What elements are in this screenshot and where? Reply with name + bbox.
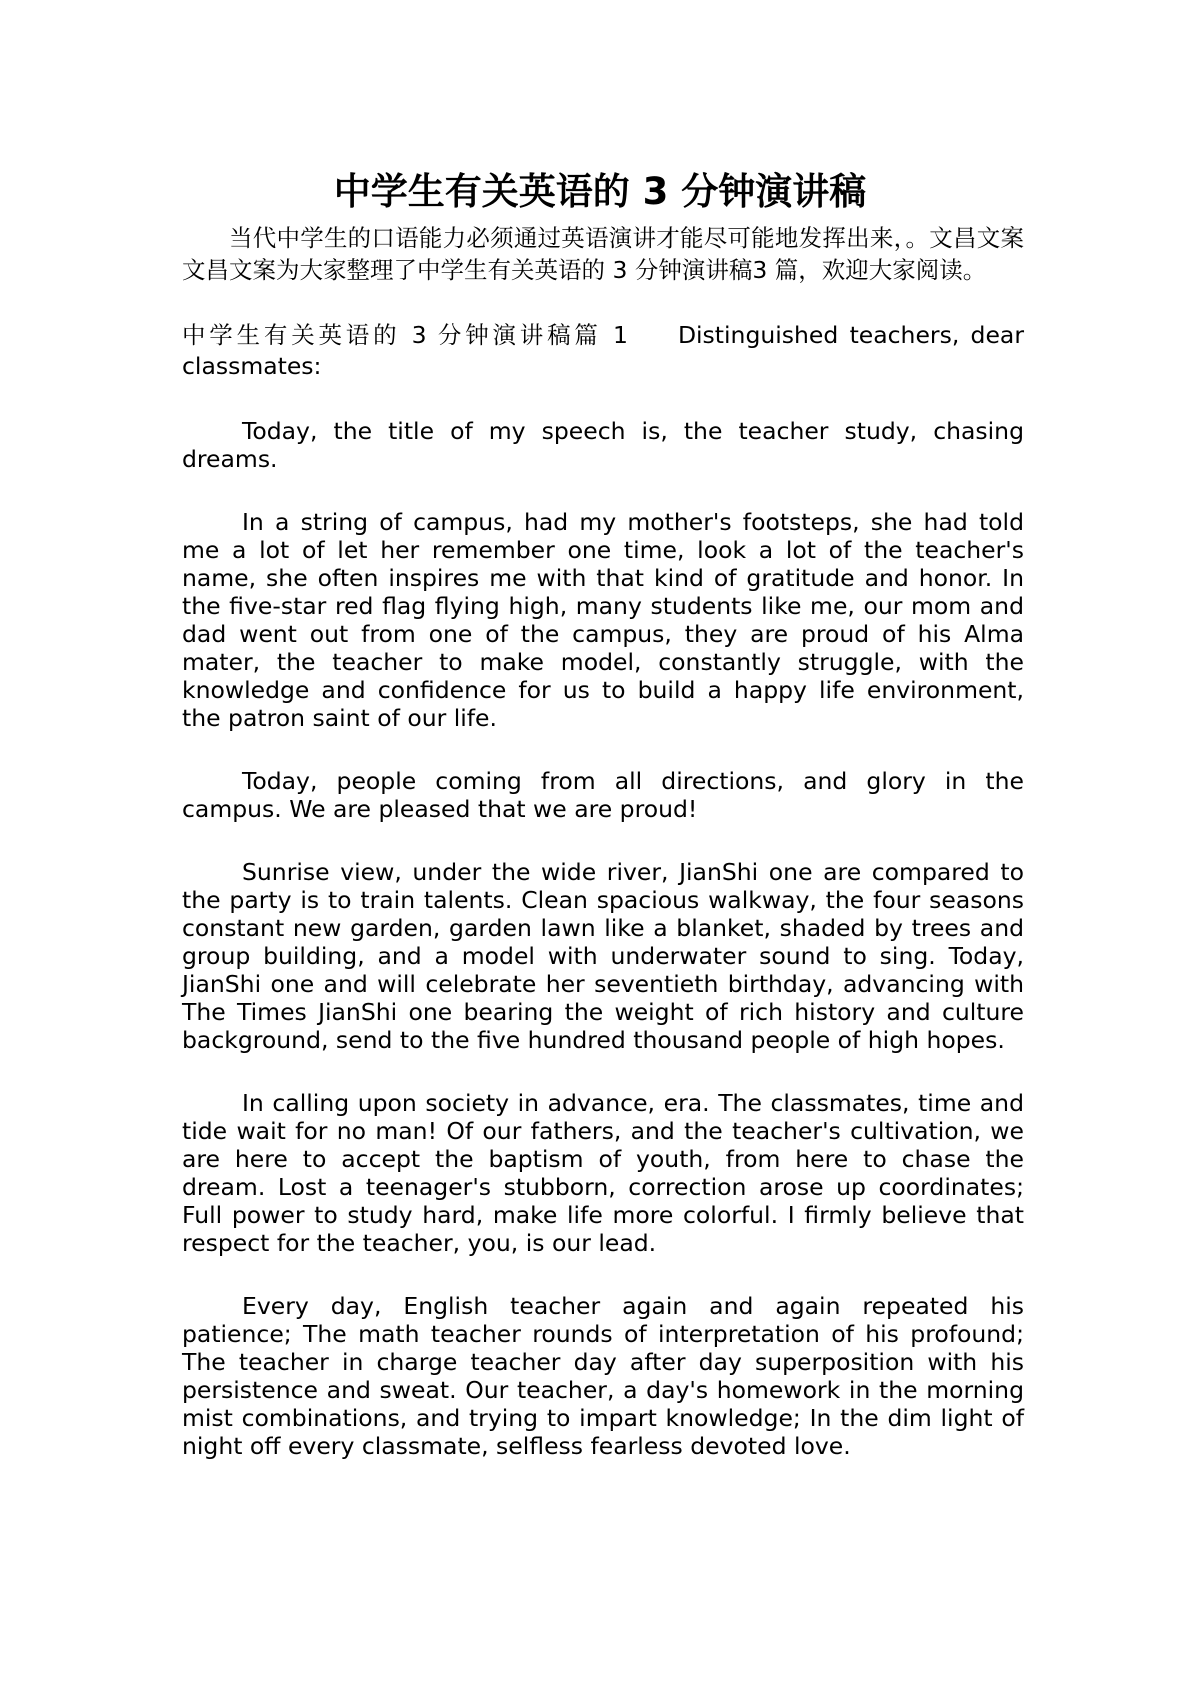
speech-paragraph-2: In a string of campus, had my mother's footsteps, she had told me a lot of let her remember one time, look a lot of the teacher's name, she often inspires me with that kind of gratitude and honor. In the five-star red flag flying high, many students like me, our mom and dad went out from one of the campus, they are proud of his Alma mater, the teacher to make model, constantly struggle, with the knowledge and confidence for us to build a happy life environment, the patron saint of our life.	[182, 508, 1024, 732]
speech-paragraph-1: Today, the title of my speech is, the teacher study, chasing dreams.	[182, 417, 1024, 473]
document-body	[182, 222, 1024, 1495]
speech-paragraph-6: Every day, English teacher again and again repeated his patience; The math teacher rounds of interpretation of his profound; The teacher in charge teacher day after day superposition with his persistence and sweat. Our teacher, a day's homework in the morning mist combinations, and trying to impart knowledge; In the dim light of night off every classmate, selfless fearless devoted love.	[182, 1292, 1024, 1460]
intro-paragraph: 当代中学生的口语能力必须通过英语演讲才能尽可能地发挥出来，。文昌文案文昌文案为大家整理了中学生有关英语的 3 分钟演讲稿3 篇，欢迎大家阅读。	[182, 224, 1024, 284]
document-title: 中学生有关英语的 3 分钟演讲稿	[333, 170, 867, 213]
speech-paragraph-3: Today, people coming from all directions, and glory in the campus. We are pleased that we are proud!	[182, 767, 1024, 823]
speech-paragraph-5: In calling upon society in advance, era. The classmates, time and tide wait for no man! Of our fathers, and the teacher's cultivation, we are here to accept the baptism of youth, from here to chase the dream. Lost a teenager's stubborn, correction arose up coordinates; Full power to study hard, make life more colorful. I firmly believe that respect for the teacher, you, is our lead.	[182, 1089, 1024, 1257]
section-heading-paragraph	[182, 320, 1024, 382]
speech-paragraph-4: Sunrise view, under the wide river, JianShi one are compared to the party is to train talents. Clean spacious walkway, the four seasons constant new garden, garden lawn like a blanket, shaded by trees and group building, and a model with underwater sound to sing. Today, JianShi one and will celebrate her seventieth birthday, advancing with The Times JianShi one bearing the weight of rich history and culture background, send to the five hundred thousand people of high hopes.	[182, 858, 1024, 1054]
section-opening: Distinguished teachers, dear classmates:	[182, 321, 1024, 380]
section-heading: 中学生有关英语的 3 分钟演讲稿篇 1	[182, 321, 628, 349]
